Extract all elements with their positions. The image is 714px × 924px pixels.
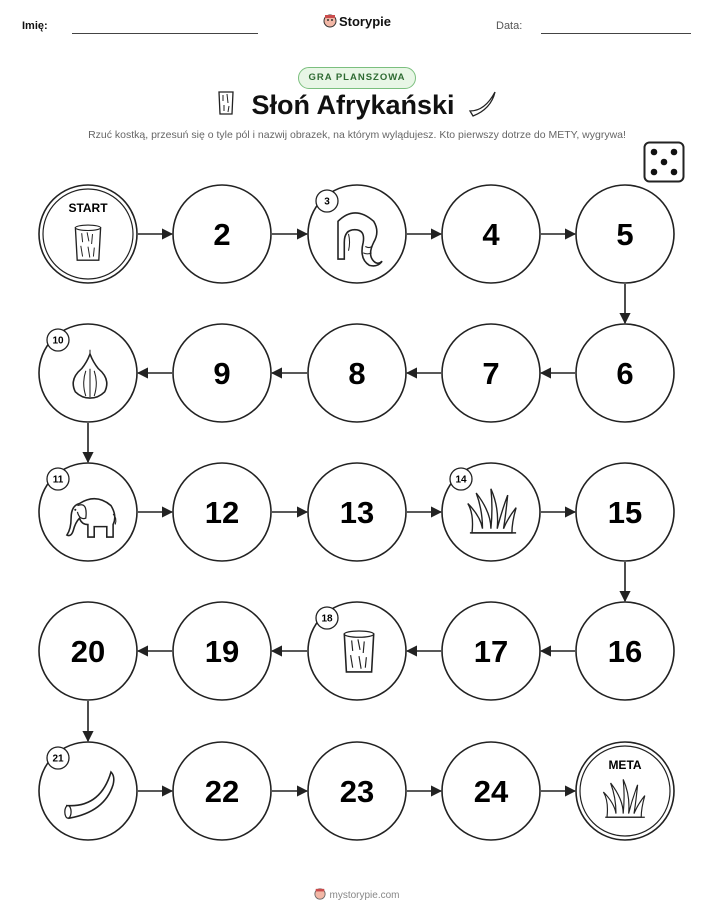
tree-trunk-icon <box>344 631 373 672</box>
board-cell-20[interactable] <box>39 602 137 700</box>
board-cell-17[interactable] <box>442 602 540 700</box>
cell-number-badge: 10 <box>52 335 64 347</box>
board-cell-6[interactable] <box>576 324 674 422</box>
board-cell-2[interactable] <box>173 185 271 283</box>
board-cell-8[interactable] <box>308 324 406 422</box>
board-cell-3[interactable] <box>308 185 406 283</box>
cell-number: 15 <box>607 495 643 530</box>
cell-number-badge: 14 <box>455 474 467 486</box>
tree-trunk-icon <box>75 225 100 260</box>
date-label: Data: <box>496 20 523 32</box>
cell-number-badge: 18 <box>321 613 333 625</box>
cell-number: 9 <box>213 356 231 391</box>
cell-number: 22 <box>204 774 240 809</box>
cell-number: 24 <box>473 774 509 809</box>
board-cell-18[interactable] <box>308 602 406 700</box>
storypie-mascot-icon <box>314 888 326 900</box>
cell-number: 5 <box>616 217 634 252</box>
board-cell-9[interactable] <box>173 324 271 422</box>
cell-number: 7 <box>482 356 500 391</box>
cell-number-badge: 21 <box>52 753 64 765</box>
cell-number: 16 <box>607 634 643 669</box>
board-cell-4[interactable] <box>442 185 540 283</box>
instructions: Rzuć kostką, przesuń się o tyle pól i nazwij obrazek, na którym wylądujesz. Kto pierwszy dotrze do METY, wygrywa! <box>88 129 626 141</box>
game-type-badge: GRA PLANSZOWA <box>298 67 416 89</box>
footer <box>0 888 714 901</box>
cell-number: 23 <box>339 774 375 809</box>
board-cell-22[interactable] <box>173 742 271 840</box>
board-cell-24[interactable] <box>442 742 540 840</box>
start-label: START <box>68 201 108 215</box>
cell-number: 20 <box>70 634 106 669</box>
title-text: Słoń Afrykański <box>251 90 455 120</box>
board-cell-5[interactable] <box>576 185 674 283</box>
cell-number-badge: 11 <box>52 474 64 486</box>
board-cell-12[interactable] <box>173 463 271 561</box>
board-cell-23[interactable] <box>308 742 406 840</box>
board-cell-meta[interactable] <box>576 742 674 840</box>
cell-number: 12 <box>204 495 240 530</box>
footer-site: mystorypie.com <box>329 890 400 901</box>
cell-number: 4 <box>482 217 500 252</box>
brand-name: Storypie <box>338 14 391 29</box>
board-cell-7[interactable] <box>442 324 540 422</box>
board-cell-10[interactable] <box>39 324 137 422</box>
name-label: Imię: <box>22 20 48 32</box>
cell-number-badge: 3 <box>324 196 330 208</box>
cell-number: 8 <box>348 356 366 391</box>
cell-number: 2 <box>213 217 231 252</box>
cell-number: 17 <box>473 634 509 669</box>
cell-number: 6 <box>616 356 634 391</box>
board-cell-16[interactable] <box>576 602 674 700</box>
board-cell-13[interactable] <box>308 463 406 561</box>
board-cell-11[interactable] <box>39 463 137 561</box>
cell-number: 19 <box>204 634 240 669</box>
finish-label: META <box>608 758 642 772</box>
board-cell-14[interactable] <box>442 463 540 561</box>
board-cell-15[interactable] <box>576 463 674 561</box>
board-cell-19[interactable] <box>173 602 271 700</box>
board-cell-21[interactable] <box>39 742 137 840</box>
cell-number: 13 <box>339 495 375 530</box>
board-cell-start[interactable] <box>39 185 137 283</box>
